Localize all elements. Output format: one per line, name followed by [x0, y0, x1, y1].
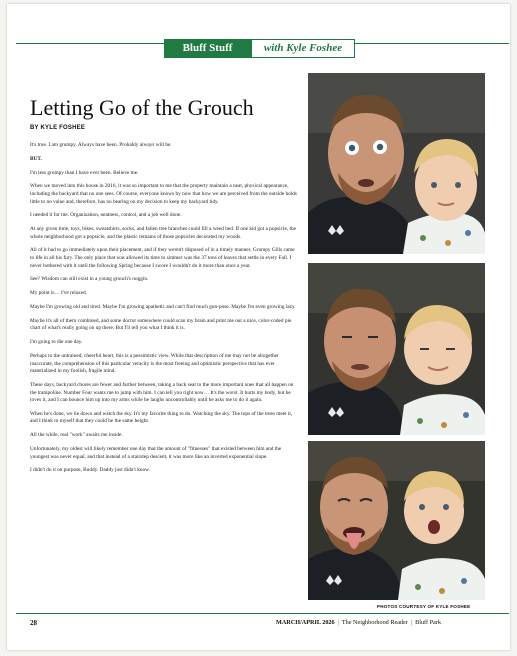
footer-rule [16, 613, 509, 614]
paragraph: I didn't do it on purpose, Buddy. Daddy just didn't know. [30, 467, 150, 474]
photo-credit: PHOTOS COURTESY OF KYLE FOSHEE [377, 604, 471, 609]
photo-selfie-3-illustration [308, 441, 485, 600]
paragraph: Perhaps to the untrained, cheerful heart, this is a pessimistic view. While that description of me may not be altogether inaccurate, the comprehension of this particular veracity is the most freeing and optimistic perspective that has ever materialized in my foolish, fragile mind. [30, 352, 279, 375]
article-byline: BY KYLE FOSHEE [30, 125, 86, 131]
photo-selfie-1-illustration [308, 73, 485, 254]
column-label: with Kyle Foshee [251, 39, 355, 58]
issue-date: MARCH/APRIL 2026 [276, 619, 335, 626]
paragraph: At any given time, toys, bikes, sweatshirts, socks, and fallen tree branches could fill a weed bed. If one kid got a popsicle, the whole neighborhood got a popsicle, and the plastic remains of those popsicles decorated my woods. [30, 226, 296, 240]
footer-separator: | [337, 619, 339, 626]
publication-name: The Neighborhood Reader [341, 619, 408, 626]
photo-selfie-3 [308, 441, 485, 600]
paragraph: I'm going to die one day. [30, 339, 83, 346]
paragraph: All the while, real "work" awaits me inside. [30, 432, 123, 439]
paragraph: BUT. [30, 155, 42, 162]
section-label: Bluff Stuff [164, 39, 251, 58]
photo-selfie-2 [308, 263, 485, 435]
paragraph: When he's done, we lie down and watch the sky. It's my favorite thing to do. Watching the sky. The tops of the trees meet it, and I think to myself that they could be the same height. [30, 410, 293, 425]
paragraph: I'm less grumpy than I have ever been. Believe me. [30, 169, 139, 176]
footer-publication-info [276, 619, 441, 626]
paragraph: These days, backyard chores are fewer and farther between, taking a back seat to the more important ones that all happen on the trampoline. Number Four wants me to jump with him. I can tell you right now… It's the worst. It hurts my body, but he loves it, and I can bounce him up into my arms while he laughs uncontrollably until he asks me to do it again. [30, 381, 294, 404]
paragraph: My point is… I've relaxed. [30, 290, 88, 297]
paragraph: When we moved into this house in 2016, it was so important to me that the property maintain a neat, physical appearance, including the backyard that no one sees. Of course, everyone knows by now that how we are perceived from the outside holds little to no value and, therefore, has no bearing on my decision to keep my backyard tidy. [30, 183, 297, 205]
paragraph: It's true. I am grumpy. Always have been. Probably always will be. [30, 142, 172, 148]
paragraph: All of it had to go immediately upon their placement, and if they weren't disposed of in a timely manner, Grumpy Gills came to life in all his fury. The only place that was allowed its time to simmer was the 37 tons of leaves that settle in every Fall. I never bothered with it until the following Spring because I swore I wouldn't do it more than once a year. [30, 247, 295, 269]
article-body [30, 142, 298, 481]
publication-location: Bluff Park [415, 619, 441, 626]
photo-selfie-1 [308, 73, 485, 254]
article-title: Letting Go of the Grouch [30, 94, 254, 120]
paragraph: Maybe it's all of them combined, and some doctor somewhere could scan my brain and print me out a nice, color-coded pie chart of what's really going on up there. But I'll tell you what I think it is. [30, 317, 292, 332]
paragraph: Maybe I'm growing old and tired. Maybe I'm growing apathetic and can't find much gun-pose. Maybe I'm even growing lazy. [30, 304, 296, 310]
paragraph: I needed it for me. Organization, neatness, control, and a job well done. [30, 212, 182, 219]
page-number: 28 [30, 619, 37, 627]
photo-selfie-2-illustration [308, 263, 485, 435]
paragraph: See? Wisdom can still exist in a young grouch's noggin. [30, 276, 149, 283]
footer-separator: | [410, 619, 413, 626]
paragraph: Unfortunately, my oldest will likely remember one day that the amount of "fitnesses" that existed between him and the youngest was never equal, and that instead of a stairstep descent, it was more like an inverted exponential slope. [30, 446, 282, 460]
magazine-page [7, 4, 510, 650]
